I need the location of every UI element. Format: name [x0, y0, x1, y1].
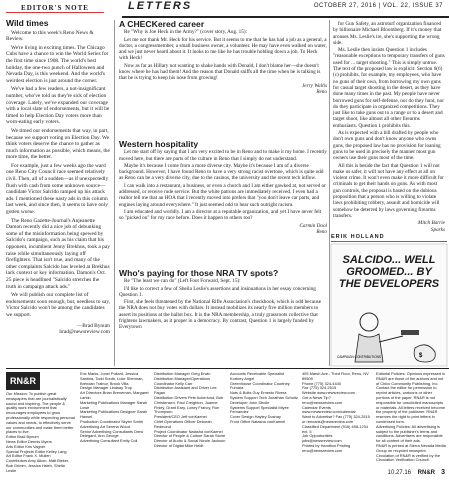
advertising-policy: Advertising Policies: All advertising is subject to the publisher's terms and conditions. Advertisers are responsible for all content of their ads.: [376, 423, 443, 444]
editorial-policy: Editorial Policies: Opinions expressed in RN&R are those of the authors and not of Chico Community Publishing, Inc. Contact the editor for permission to reprint articles, cartoons or other portions of the paper. RN&R is not responsible for unsolicited manuscripts or materials. All letters received become the property of the publisher. RN&R reserves the right to print letters in condensed form.: [376, 371, 446, 424]
staff-line: Project Coordinator Natasha vonKaenel: [154, 428, 223, 434]
staff-line: System Support Tech Jonathan Schultz: [230, 394, 298, 400]
editors-note-tab: [0, 0, 110, 16]
contact-line: Calendar Events www.newsreview.com/calendar: [302, 404, 356, 415]
staff-line: Art Editor Frank X. Mullen: [6, 453, 51, 459]
letter-title: Western hospitality: [119, 139, 199, 149]
contact-line: Fax (775) 324-2515: [302, 385, 337, 391]
letter-paragraph: Now as far as Hillary not wanting to shake hands with Donald, I don't blame her—she doesn't know where he has had them! And the reason that Donald sniffs all the time when he is talking is that he is trying to keep his nose from growing!: [119, 62, 321, 82]
masthead-rule: [6, 368, 449, 369]
editor-name: —Brad Bynum: [76, 322, 110, 329]
staff-line: Accounts Receivable Specialist Kortney Angel: [230, 371, 285, 381]
letter-signature: [333, 220, 445, 233]
contact-line: Job Opportunities jobs@newsreview.com: [302, 433, 342, 444]
letter-western-hospitality: [119, 141, 327, 267]
editors-note-paragraph: We will publish our complete list of endorsements soon enough, but, needless to say, Victor Salcido won't be among the candidates we support.: [6, 292, 111, 318]
letter-paragraph: Re "Why is Joe Heck in the Army?" (cover story, Aug. 15):: [124, 29, 248, 36]
cartoon-side-label: CAMPAIGN CONTRIBUTIONS: [337, 355, 382, 359]
letter-paragraph: I'd like to correct a few of Sheila Leslie's assertions and insinuations in her essay concerning Question 1.: [119, 285, 316, 298]
contact-line: Printed by Hamilton Printing: [302, 442, 351, 448]
rnr-logo: RN&R: [6, 372, 40, 390]
signature-name: Carmin Dool: [299, 222, 327, 229]
signature-location: Sparks: [430, 226, 445, 233]
footer-date: 10.27.16: [387, 470, 411, 476]
letter-title: A CHECKered career: [119, 19, 205, 29]
staff-line: President/CEO Jeff vonKaenel: [154, 414, 207, 420]
editors-note-paragraph: We're living in exciting times. The Chicago Cubs have a chance to win the World Series for the first time since 1908. The world's best holiday, the one-two punch of Halloween and Nevada Day, is this weekend. And the world's weirdest election is just around the corner.: [6, 44, 109, 84]
staff-line: Director of Digital Mike Heidt: [154, 442, 204, 448]
printing-note: RN&R is printed at Sierra Nevada Media Group on recycled newsprint. Circulation of RN&R is verified by the Circulation Verification Council.: [376, 442, 446, 463]
editors-note-signature: [6, 323, 110, 336]
letter-paragraph: Let me start off by saying that I am very excited to be in Reno and to make it my home. I recently moved here, but there are parts of the culture in Reno that I simply do not understand.: [119, 149, 327, 162]
masthead-col-support: [230, 372, 298, 468]
contact-line: Got a News Tip? reno@newsreview.com: [302, 394, 343, 405]
letter-paragraph: As is expected with a bill drafted by people who don't own guns and don't know anyone who owns guns, the proposed law has no provision for loaning guns to be used in precisely the manner most gun owners use their guns most of the time.: [333, 130, 441, 162]
contact-line: Want to Advertise? Fax (775) 324-2515 or renoads@newsreview.com: [302, 414, 370, 424]
editors-note-paragraph: We've had a few readers, a not-insignificant number, who've told us they're sick of election coverage. Lately, we've expanded our coverage with a local slate of endorsements, but it will be timed to help Election Day voters more than worn-eating early voters.: [6, 86, 110, 126]
staff-line: Director of Audio & Social Nicole Jackson: [154, 438, 226, 444]
masthead-col-contact: [302, 372, 372, 468]
staff-line: Advertising Art Serena Wood: [80, 423, 130, 429]
editors-note-paragraph: The Reno Gazette-Journal's Anjeanette Damon recently did a nice job of debunking some of the misinformation being spewed by Salcido's campaign, such as his claim that his opponent, incumbent Jenny Brekhus, took a pay raise while simultaneously laying off firefighters. That isn't true, and many of the other complaints Salcido has leveled at Brekhus lack context or key information. Damon's Oct. 25 piece is headlined "Salcido stretches the truth in campaign attack ads.": [6, 217, 110, 290]
letter-paragraph: for Gun Safety, an astroturf organization financed by billionaire Michael Bloomberg. If it's money that arouses Ms. Leslie's ire, she's supporting the wrong side.: [333, 21, 442, 46]
letter-signature: [119, 83, 327, 96]
staff-line: Advertising Consultant Emily Coll: [80, 438, 138, 444]
staff-line: Greenhouse Coordinator Courtney Fumara: [230, 380, 290, 391]
page-number: 3: [441, 469, 445, 476]
staff-line: Chief Operations Officer Deborah Redmond: [154, 418, 212, 429]
letter-paragraph: I can walk into a restaurant, a business, or even a church and I am either gawked at, not served or addressed, or receive rude service. But the white patrons are immediately received. I even had a realtor tell me that an HOA that I recently moved into prefers that "you don't leave car parts, and engines laying around everywhere." It just seemed odd to hear such outright racism.: [119, 182, 326, 208]
footer-publication: RN&R: [417, 470, 435, 476]
letter-paragraph: First, she feels threatened by the National Rifle Association's checkbook, which is odd because the NRA does not buy votes with dollars. It instead mobilizes its nearly five million members to assert its positions at the ballot box. It is the NRA membership, a truly grassroots collective that frightens lawmakers, as it proper in a democracy. By contrast, Question 1 is largely funded by Everytown: [119, 299, 322, 331]
letter-title: Who's paying for those NRA TV spots?: [119, 268, 279, 278]
letter-paragraph: Ms. Leslie then insists Question 1 includes "reasonable exceptions to temporary transfers of guns used for ... target shooting." This is simply untrue. The text of the proposed law is explicit: Section 6(6)(c) prohibits, for example, my employees, who have no guns of their own, from borrowing my own guns for casual target shooting in the desert, as they have done many times in the past. My people have never borrowed guns for self-defense, nor do they hunt, nor do they participate in organized competitions. They just like to take guns out to a range or to a desert and target shoot, like almost all other firearms enthusiasts. Question 1 prohibits this.: [333, 47, 445, 129]
staff-line: Cover Design Hayley Doshay: [230, 414, 281, 420]
letter-paragraph: All this is beside the fact that Question 1 will not make us safer, it will not have any effect at all on violent crime. It won't even make it more difficult for criminals to get their hands on guns. As with most gun controls, the proposal is based on the dubious proposition that a person who is willing to violate laws prohibiting robbery, assault and homicide will somehow be deterred by laws governing firearms transfers.: [333, 162, 444, 219]
staff-line: Distribution Assistant and Driver Lee Fagan: [154, 385, 217, 396]
editor-email[interactable]: brad@newsreview.com: [59, 329, 110, 336]
email-link[interactable]: reno@newsreview.com: [302, 447, 343, 453]
editors-note-label: EDITOR'S NOTE: [21, 4, 89, 12]
section-title: LETTERS: [128, 0, 193, 12]
signature-name: Mitch Barrie: [418, 220, 445, 227]
staff-line: Marketing Publications Manager Sarah Lowe: [80, 399, 148, 410]
staff-line: Art Directors Brian Breneman, Margaret Larkin: [80, 390, 149, 400]
contact-line: Classified Department (916) 498-1234 ext. 5: [302, 423, 368, 434]
letter-paragraph: I am educated and worldly. I am a director at a reputable organization, and yet I have never felt so "picked on" for my race before. Does it happen to others too?: [119, 208, 322, 222]
staff-line: Special Projects Editor Kelley Lang: [6, 448, 67, 454]
address: 405 Marsh Ave., Third Floor, Reno, NV 89509: [302, 371, 369, 381]
staff-line: Arts Editor Kris Vagner: [6, 443, 46, 449]
letter-checkered-career: [119, 21, 327, 139]
staff-line: Production Coordinator Skyler Smith: [80, 418, 143, 424]
signature-location: Reno: [316, 89, 327, 96]
staff-line: Editor Brad Bynum: [6, 434, 39, 440]
editors-note-paragraph: Welcome to this week's Reno News & Review.: [6, 29, 94, 43]
letter-paragraph: Re "The least we can do" (Left Foot Forward, Sept. 15):: [124, 278, 241, 285]
editors-note-paragraph: We timed our endorsements that way, in part, because we support voting on Election Day. We think voters deserve the chance to gather as much information as possible, which means, the more time, the better.: [6, 127, 110, 161]
letter-signature: [119, 223, 327, 236]
issue-info: OCTOBER 27, 2016 | VOL. 22, ISSUE 37: [313, 3, 443, 9]
letter-nra-continued: [333, 21, 445, 233]
cartoon-artist-label: ERIK HOLLAND: [331, 234, 447, 242]
staff-line: Senior Advertising Consultants Drew Delegard, Ann George: [80, 428, 144, 439]
staff-line: Nuts & Bolts Guy Ernesto Rivera: [230, 390, 287, 396]
staff-line: Director of People & Culture Sarah Stone: [154, 433, 226, 439]
masthead-col-policies: [376, 372, 446, 468]
website-link[interactable]: Website www.newsreview.com: [302, 390, 355, 396]
signature-location: Reno: [316, 228, 327, 235]
staff-line: Front Office Natasha vonKaenel: [230, 418, 286, 424]
masthead-col-distribution: [154, 372, 226, 468]
letter-nra-tv-spots: [119, 270, 327, 366]
staff-line: Eric Marks, Jonel Pollard, Jessica Santina, Todd South, Luke Sherman, Brendan Trainor, Brook Villa: [80, 371, 144, 386]
column-divider: [114, 20, 115, 366]
staff-line: Contributors Amy Alkon, Matt Bieker, Bob Grimm, Jessica Hsieh, Sheila Leslie: [6, 458, 70, 473]
contact-line: Phone (775) 324-4440: [302, 380, 341, 386]
staff-line: Distribution Drivers Pete Ackerlund, Bob Christensen, Paul Creighton, Joanne Finley, Grant Eary, Lowry Francy, Ron Thompson: [154, 394, 224, 415]
signature-name: Jerry Wallis: [301, 82, 327, 89]
editors-note-paragraph: For example, just a few weeks ago the ward one Reno City Council race seemed relatively civil. Then, all of a sudden—as if unexpectedly flush with cash from some unknown source—candidate Victor Salcido ramped up his attack ads. I mentioned these nasty ads in this column last week, and since then, it seems to have only gotten worse.: [6, 162, 109, 216]
letter-paragraph: Maybe it's because I come from a more diverse city. Maybe it's because I am of a diverse background. However, I have found Reno to have a very strong racist overtone, which is quite odd as Reno can be a very diverse city, due to the casinos, the university and the recent tech inflow.: [119, 162, 324, 182]
staff-line: Design Manager Lindsay Trop: [80, 385, 132, 391]
staff-line: Developer John Strolle: [230, 399, 270, 405]
letter-paragraph: Let me not thank Mr. Heck for his service. But it seems to me that he has had a job as a general, a doctor, a congressmember, a small business owner, a volunteer. He may have even walked on water, and we just never heard about it. It looks to me like he has trouble holding down a job. To Heck with Heck!: [119, 36, 327, 62]
cartoon-dollar-sign: $: [419, 353, 423, 359]
staff-line: News Editor Dennis Myers: [6, 438, 52, 444]
header-rule: [122, 16, 449, 18]
column-divider: [329, 20, 330, 366]
staff-line: Systems Support Specialist Miyee Fernandez: [230, 404, 289, 415]
staff-line: Distribution Manager/Operations Coordinator Kelly Carr: [154, 375, 211, 386]
cartoon-comb: [401, 330, 419, 335]
mission-statement: Our Mission: To publish great newspapers that are journalistically sound and inspiring. The people & quality work environment that encourages employees to grow professionally while respecting personal values and needs, to effectively serve our communities and make them better places to live.: [6, 391, 75, 435]
staff-line: Marketing Publications Designer Sarah Hansel: [80, 409, 148, 420]
masthead-col-mission: [6, 391, 76, 473]
editors-note-title: Wild times: [6, 18, 49, 28]
cartoon-caption: SALCIDO... WELL GROOMED... BY THE DEVELOPERS: [338, 254, 440, 290]
masthead-col-design: [80, 372, 150, 468]
staff-line: Distribution Manager Greg Erwin: [154, 371, 211, 376]
